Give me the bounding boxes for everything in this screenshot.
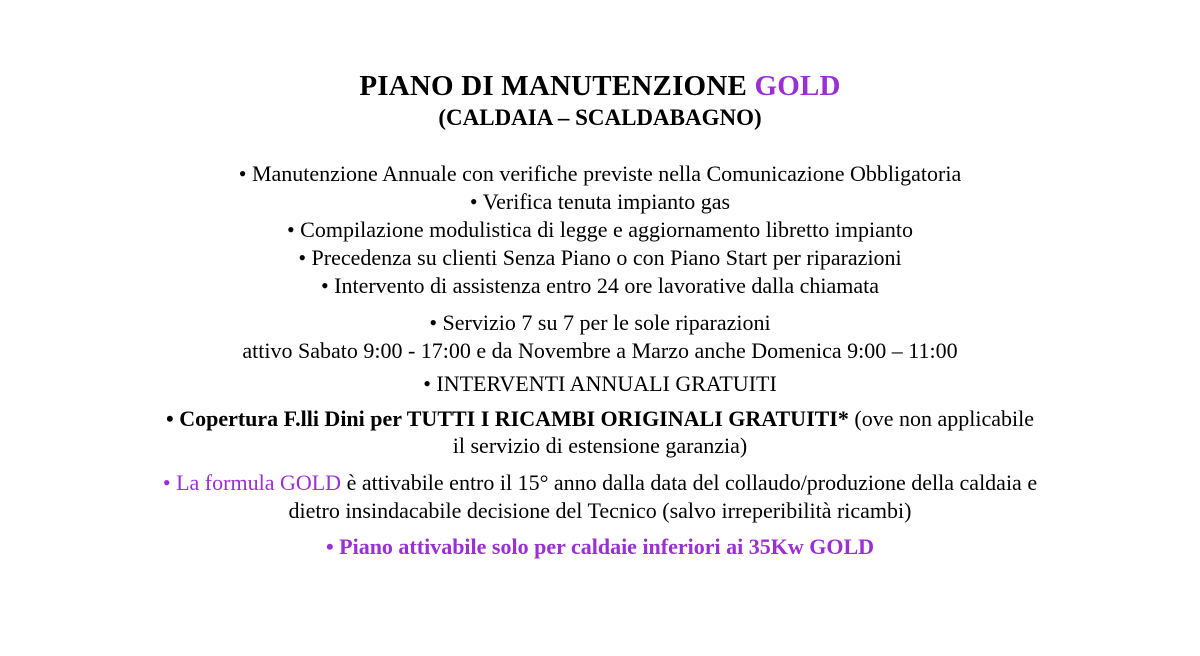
- service-hours: attivo Sabato 9:00 - 17:00 e da Novembre a Marzo anche Domenica 9:00 – 11:00: [242, 338, 958, 363]
- annual-free-interventions: • INTERVENTI ANNUALI GRATUITI: [423, 371, 777, 396]
- title-gold-accent: GOLD: [754, 70, 841, 102]
- footer-note: • Piano attivabile solo per caldaie inferiori ai 35Kw GOLD: [325, 534, 875, 559]
- formula-rest: è attivabile entro il 15° anno dalla data del collaudo/produzione della caldaia e: [341, 470, 1038, 495]
- feature-priority: • Precedenza su clienti Senza Piano o con Piano Start per riparazioni: [298, 245, 902, 270]
- feature-paperwork: • Compilazione modulistica di legge e aggiornamento libretto impianto: [286, 217, 913, 242]
- formula-gold-accent: • La formula GOLD: [162, 470, 342, 495]
- coverage-note: (ove non applicabile: [848, 406, 1034, 431]
- formula-line: [0, 469, 1200, 497]
- feature-annual-maintenance: • Manutenzione Annuale con verifiche previste nella Comunicazione Obbligatoria: [238, 161, 962, 186]
- coverage-line-2: il servizio di estensione garanzia): [452, 433, 748, 458]
- feature-24h-assistance: • Intervento di assistenza entro 24 ore lavorative dalla chiamata: [320, 273, 880, 298]
- title-main: PIANO DI MANUTENZIONE: [359, 70, 755, 102]
- coverage-bold: • Copertura F.lli Dini per TUTTI I RICAMBI ORIGINALI GRATUITI*: [166, 406, 849, 431]
- coverage-line: [0, 405, 1200, 433]
- page-subtitle: (CALDAIA – SCALDABAGNO): [438, 105, 762, 130]
- feature-gas-check: • Verifica tenuta impianto gas: [469, 189, 731, 214]
- formula-line-2: dietro insindacabile decisione del Tecnico (salvo irreperibilità ricambi): [288, 498, 912, 523]
- service-7-days: • Servizio 7 su 7 per le sole riparazioni: [429, 310, 771, 335]
- page-title: [0, 69, 1200, 103]
